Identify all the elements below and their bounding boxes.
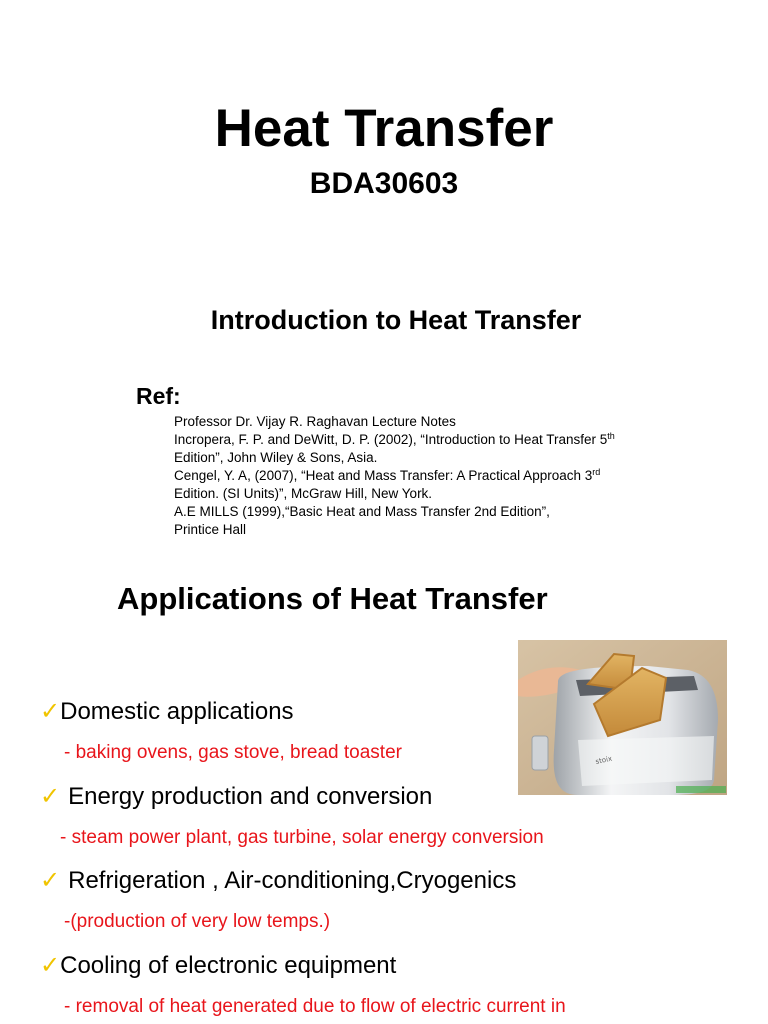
ref-text: , F. P. and DeWitt, D. P. (2002), “Introduction to Heat Transfer 5 bbox=[231, 432, 608, 447]
ref-heading: Ref: bbox=[136, 383, 181, 409]
ref-superscript: rd bbox=[592, 467, 601, 477]
checkmark-icon: ✓ bbox=[40, 952, 61, 979]
checkmark-icon: ✓ bbox=[40, 783, 61, 810]
ref-text: Cengel, Y. A, (2007), “Heat and Mass Transfer: A Practical Approach 3 bbox=[174, 468, 593, 483]
checkmark-icon: ✓ bbox=[40, 867, 61, 894]
ref-line bbox=[174, 467, 600, 484]
ref-line: Edition. (SI Units)”, McGraw Hill, New York. bbox=[174, 486, 433, 501]
applications-heading: Applications of Heat Transfer bbox=[117, 581, 548, 616]
bullet-item bbox=[40, 782, 432, 812]
toaster-brand-label: stoix bbox=[594, 754, 613, 766]
page-title: Heat Transfer bbox=[214, 99, 554, 158]
ref-line bbox=[174, 431, 615, 448]
ref-line: Professor Dr. Vijay R. Raghavan Lecture Notes bbox=[174, 414, 456, 429]
bullet-item bbox=[40, 866, 516, 896]
bullet-label: Energy production and conversion bbox=[68, 783, 433, 810]
checkmark-icon: ✓ bbox=[40, 698, 61, 725]
ref-line: Printice Hall bbox=[174, 522, 247, 537]
bullet-detail: -(production of very low temps.) bbox=[64, 911, 331, 932]
ref-author: Incropera bbox=[174, 432, 232, 447]
bullet-label: Refrigeration , Air-conditioning,Cryogenics bbox=[68, 867, 517, 894]
intro-heading: Introduction to Heat Transfer bbox=[210, 305, 582, 335]
bullet-item bbox=[40, 697, 294, 727]
course-code: BDA30603 bbox=[309, 167, 459, 200]
ref-line: Edition”, John Wiley & Sons, Asia. bbox=[174, 450, 378, 465]
bullet-detail: - removal of heat generated due to flow of electric current in bbox=[64, 996, 566, 1017]
bullet-detail: - baking ovens, gas stove, bread toaster bbox=[64, 742, 402, 763]
bullet-detail: - steam power plant, gas turbine, solar energy conversion bbox=[60, 827, 544, 848]
toaster-photo bbox=[518, 640, 727, 795]
ref-line: A.E MILLS (1999),“Basic Heat and Mass Transfer 2nd Edition”, bbox=[174, 504, 550, 519]
bullet-item bbox=[40, 951, 396, 981]
bullet-label: Domestic applications bbox=[60, 698, 294, 725]
bullet-label: Cooling of electronic equipment bbox=[60, 952, 397, 979]
ref-superscript: th bbox=[607, 431, 615, 441]
